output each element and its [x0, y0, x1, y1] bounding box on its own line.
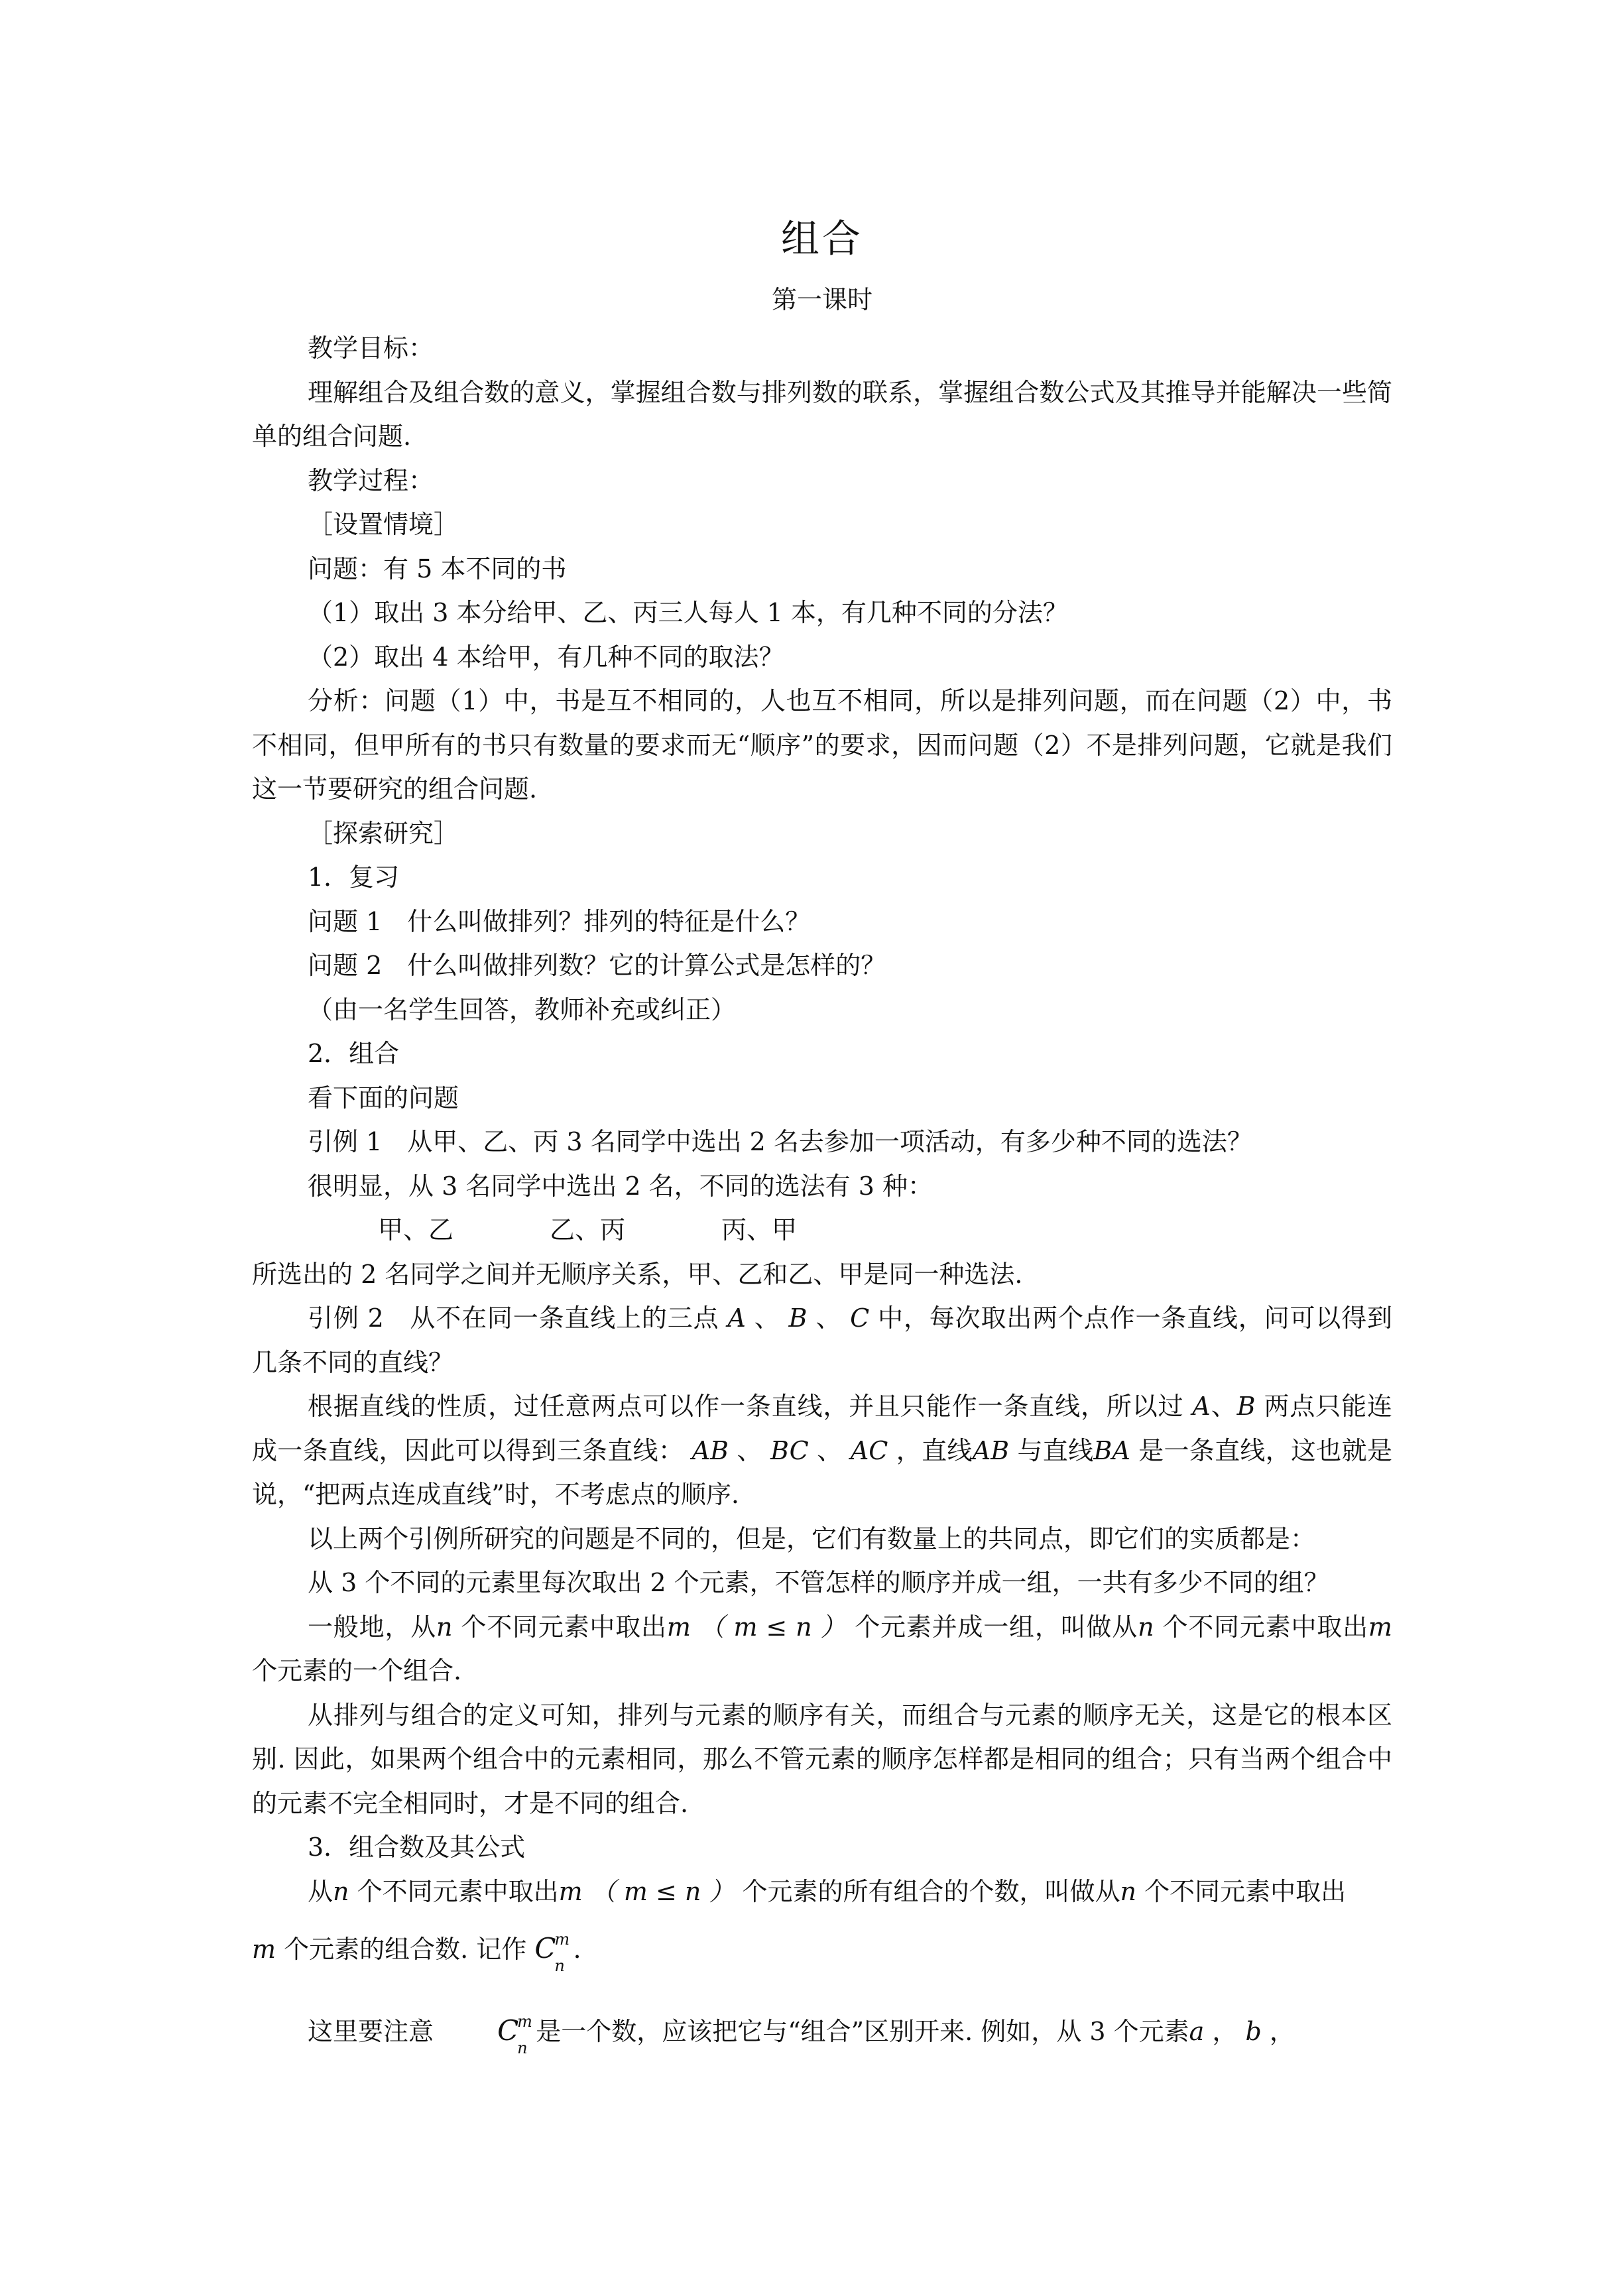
example-2-pre: 引例 2 从不在同一条直线上的三点 — [308, 1303, 719, 1333]
combination-heading: 2．组合 — [308, 1039, 400, 1068]
var-m: m — [666, 1612, 691, 1642]
note-text — [252, 2009, 1392, 2057]
period: . — [573, 1935, 581, 1964]
example-1: 引例 1 从甲、乙、丙 3 名同学中选出 2 名去参加一项活动，有多少种不同的选法？ — [308, 1127, 1252, 1156]
symbol-c: C — [534, 1932, 556, 1964]
point-c: C — [850, 1303, 870, 1333]
var-m: m — [252, 1935, 276, 1964]
def-part: 一般地，从 — [308, 1612, 437, 1642]
count-definition — [252, 1870, 1392, 1914]
var-n: n — [1138, 1612, 1154, 1642]
var-m: m — [1368, 1612, 1392, 1642]
explore-heading: ［探索研究］ — [308, 818, 459, 848]
condition: （ m ≤ n ） — [590, 1876, 735, 1906]
symbol-sub-n: n — [554, 1957, 565, 1975]
line-ba: BA — [1093, 1435, 1130, 1465]
answer-part: 是一条直线，这也就是说，“把两点连成直线”时，不考虑点的顺序. — [252, 1435, 1392, 1509]
var-m: m — [558, 1876, 583, 1906]
choice-b: 乙、丙 — [549, 1215, 625, 1244]
question-2: （2）取出 4 本给甲，有几种不同的取法？ — [308, 642, 784, 672]
look-text: 看下面的问题 — [308, 1083, 459, 1113]
var-n: n — [1120, 1876, 1137, 1906]
separator: 、 — [815, 1303, 842, 1333]
line-bc: BC — [770, 1435, 809, 1465]
point-b: B — [1236, 1392, 1256, 1421]
var-a: a — [1189, 2016, 1205, 2046]
choice-c: 丙、甲 — [721, 1215, 797, 1244]
point-b: B — [788, 1303, 808, 1333]
separator: 、 — [817, 1435, 843, 1465]
count-part: 个元素的组合数. 记作 — [284, 1935, 527, 1964]
def-part: 个元素的一个组合. — [252, 1656, 462, 1685]
definition-text — [252, 1605, 1392, 1693]
review-heading: 1．复习 — [308, 863, 400, 892]
def-part: 个元素并成一组，叫做从 — [855, 1612, 1138, 1642]
answer-part: 根据直线的性质，过任意两点可以作一条直线，并且只能作一条直线，所以过 — [308, 1392, 1184, 1421]
process-heading: 教学过程： — [308, 465, 434, 495]
combination-symbol — [442, 2009, 536, 2057]
count-part: 个不同元素中取出 — [357, 1876, 559, 1906]
note-part: 是一个数，应该把它与“组合”区别开来. 例如，从 3 个元素 — [536, 2016, 1189, 2046]
page-title: 组合 — [780, 216, 863, 261]
note-part: 这里要注意 — [308, 2016, 434, 2046]
answer-part: ，直线 — [896, 1435, 973, 1465]
count-definition-cont — [252, 1927, 1392, 1975]
example-1-conclusion: 所选出的 2 名同学之间并无顺序关系，甲、乙和乙、甲是同一种选法. — [252, 1259, 1023, 1289]
objective-text: 理解组合及组合数的意义，掌握组合数与排列数的联系，掌握组合数公式及其推导并能解决一些简单的组合问题. — [252, 377, 1392, 451]
essence-text: 从 3 个不同的元素里每次取出 2 个元素，不管怎样的顺序并成一组，一共有多少不同的组？ — [308, 1568, 1329, 1597]
answer-part: 与直线 — [1017, 1435, 1094, 1465]
question-1: （1）取出 3 本分给甲、乙、丙三人每人 1 本，有几种不同的分法？ — [308, 598, 1068, 627]
separator: 、 — [737, 1435, 762, 1465]
review-question-1: 问题 1 什么叫做排列？排列的特征是什么？ — [308, 906, 811, 936]
var-b: b — [1245, 2016, 1262, 2046]
symbol-sub-n: n — [517, 2038, 528, 2057]
count-part: 从 — [308, 1876, 333, 1906]
line-ac: AC — [850, 1435, 888, 1465]
separator: 、 — [754, 1303, 780, 1333]
count-part: 个元素的所有组合的个数，叫做从 — [742, 1876, 1120, 1906]
condition: （ m ≤ n ） — [699, 1612, 847, 1642]
separator: 、 — [1210, 1392, 1237, 1421]
page-subtitle: 第一课时 — [771, 285, 872, 314]
objective-heading: 教学目标： — [308, 333, 434, 363]
point-a: A — [1192, 1392, 1211, 1421]
separator: ， — [1212, 2016, 1238, 2046]
common-text: 以上两个引例所研究的问题是不同的，但是，它们有数量上的共同点，即它们的实质都是： — [308, 1524, 1316, 1553]
count-part: 个不同元素中取出 — [1144, 1876, 1347, 1906]
problem-text: 问题：有 5 本不同的书 — [308, 554, 567, 583]
example-2-answer — [252, 1384, 1392, 1517]
line-ab: AB — [972, 1435, 1010, 1465]
example-2 — [252, 1296, 1392, 1384]
symbol-sup-m: m — [554, 1930, 570, 1949]
example-1-answer: 很明显，从 3 名同学中选出 2 名，不同的选法有 3 种： — [308, 1171, 933, 1201]
scene-heading: ［设置情境］ — [308, 510, 459, 539]
answer-part: 两点只能连成一条直线，因此可以得到三条直线： — [252, 1392, 1392, 1465]
point-a: A — [727, 1303, 746, 1333]
combination-symbol — [534, 1927, 573, 1975]
var-n: n — [436, 1612, 453, 1642]
document-page — [252, 212, 1392, 2057]
count-heading: 3．组合数及其公式 — [308, 1833, 526, 1862]
difference-text: 从排列与组合的定义可知，排列与元素的顺序有关，而组合与元素的顺序无关，这是它的根本区别. 因此，如果两个组合中的元素相同，那么不管元素的顺序怎样都是相同的组合；只有当两个组合中的元素不完全相同时，才是不同的组合. — [252, 1700, 1392, 1818]
separator: ， — [1269, 2016, 1295, 2046]
analysis-text: 分析：问题（1）中，书是互不相同的，人也互不相同，所以是排列问题，而在问题（2）中，书不相同，但甲所有的书只有数量的要求而无“顺序”的要求，因而问题（2）不是排列问题，它就是我们这一节要研究的组合问题. — [252, 686, 1392, 804]
choice-a: 甲、乙 — [378, 1215, 454, 1244]
var-n: n — [333, 1876, 349, 1906]
example-1-choices — [252, 1208, 1392, 1252]
example-2-post: 中，每次取出两个点作一条直线，问可以得到几条不同的直线？ — [252, 1303, 1392, 1377]
symbol-c: C — [497, 2014, 519, 2047]
def-part: 个不同元素中取出 — [461, 1612, 667, 1642]
review-note: （由一名学生回答，教师补充或纠正） — [308, 995, 737, 1024]
spacer — [252, 1972, 1392, 2009]
def-part: 个不同元素中取出 — [1162, 1612, 1368, 1642]
symbol-sup-m: m — [517, 2012, 532, 2031]
review-question-2: 问题 2 什么叫做排列数？它的计算公式是怎样的？ — [308, 951, 886, 980]
line-ab: AB — [691, 1435, 729, 1465]
